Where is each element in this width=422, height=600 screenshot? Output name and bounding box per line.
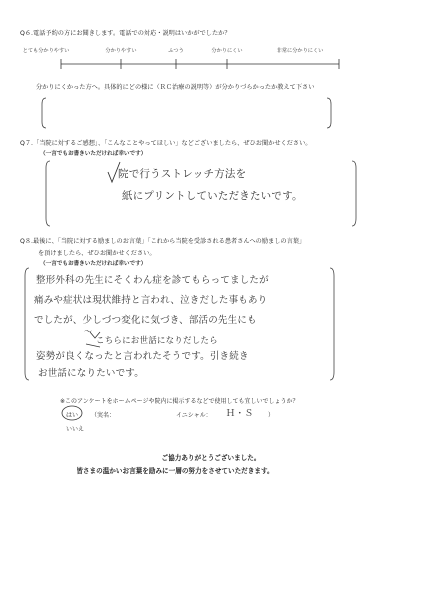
q7-title: Q７.「当院に対するご感想」、「こんなことやってほしい」などございましたら、ぜひお聞かせください。	[20, 140, 312, 147]
closing-line-1: ご協力ありがとうございました。	[161, 454, 261, 462]
q8-answer-line-3: でしたが、少しづつ変化に気づき、部活の先生にも	[34, 315, 257, 326]
q8-answer-line-1: 整形外科の先生にそくわん症を診てもらってましたが	[36, 275, 269, 286]
q8-answer-line-5: 姿勢が良くなったと言われたそうです。引き続き	[36, 351, 249, 362]
scale-label-very-hard: 非常に分かりにくい	[276, 48, 324, 54]
closing-line-2: 皆さまの温かいお言葉を励みに一層の努力をさせていただきます。	[76, 467, 274, 475]
consent-yes[interactable]: はい	[66, 412, 79, 419]
q6-answer-bracket	[42, 98, 331, 128]
initial-value[interactable]: Ｈ・Ｓ	[226, 409, 254, 419]
realname-label: （実名：	[91, 412, 116, 419]
rating-scale	[61, 59, 339, 69]
q6-title: Q６.電話予約の方にお聞きします。電話での対応・説明はいかがでしたか？	[20, 30, 231, 37]
scale-label-easy: 分かりやすい	[105, 48, 137, 54]
close-paren: ）	[268, 412, 275, 419]
q7-answer-line-1: 院で行うストレッチ方法を	[118, 168, 247, 180]
scale-label-normal: ふつう	[168, 48, 184, 54]
q8-note: （一言でもお書きいただければ幸いです）	[40, 261, 147, 267]
scale-label-very-easy: とても分かりやすい	[22, 48, 70, 54]
q8-insert-mark: ～	[84, 327, 93, 336]
q8-title-line-1: Q８.最後に、「当院に対する励ましのお言葉」「これから当院を受診される患者さんへの励ましの言葉」	[20, 238, 306, 245]
q8-title-line-2: を頂けましたら、ぜひお聞かせください。	[38, 250, 156, 257]
consent-no[interactable]: いいえ	[66, 426, 85, 433]
q8-answer-line-6: お世話になりたいです。	[38, 368, 144, 379]
q8-answer-line-2: 痛みや症状は現状維持と言われ、泣きだした事もあり	[34, 295, 268, 306]
q7-note: （一言でもお書きいただければ幸いです）	[40, 151, 147, 157]
consent-question: ※このアンケートをホームページや院内に掲示するなどで使用しても宜しいでしょうか？	[60, 398, 299, 405]
q6-followup: 分かりにくかった方へ。具体的にどの様に（ＲＣ治療の説明等）が分かりづらかったか教えて下さい	[36, 84, 315, 91]
initial-label: イニシャル：	[176, 412, 212, 419]
q7-answer-line-2: 紙にプリントしていただきたいです。	[122, 190, 303, 202]
q8-answer-line-4: こちらにお世話になりだしたら	[96, 336, 218, 346]
scale-label-hard: 分かりにくい	[211, 48, 243, 54]
